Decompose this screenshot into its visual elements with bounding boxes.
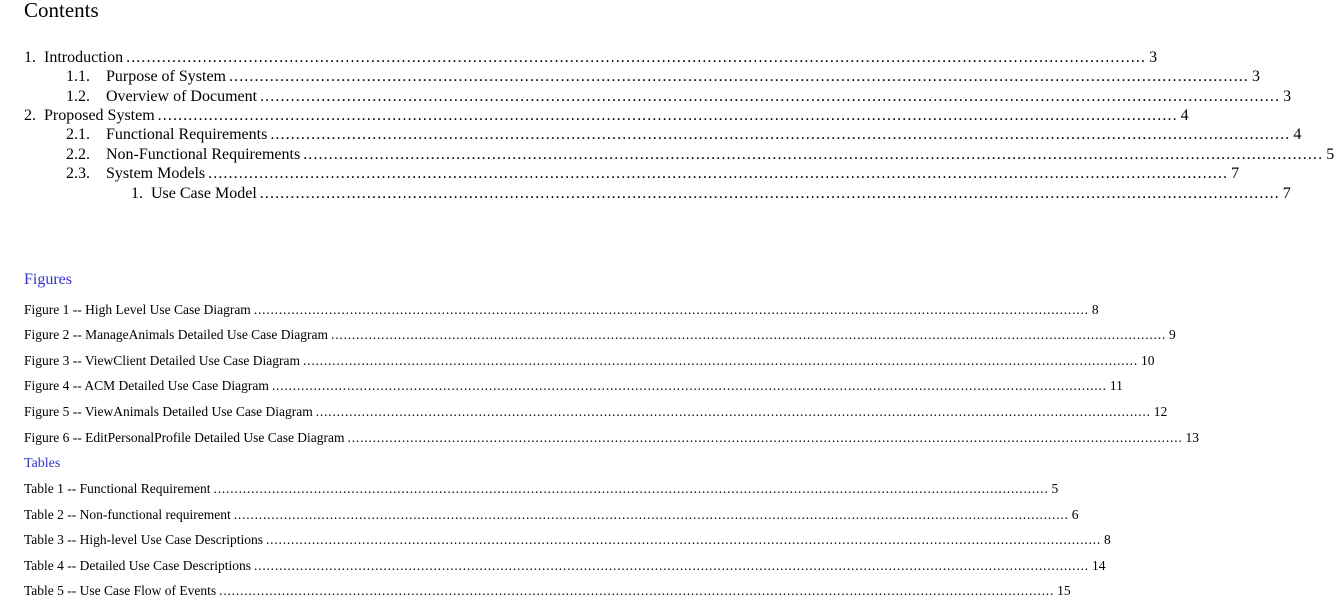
figure-entry[interactable] — [24, 327, 1176, 343]
toc-number: 2.2. — [66, 146, 90, 163]
table-page: 6 — [1071, 507, 1079, 522]
table-entry[interactable] — [24, 583, 1071, 599]
figures-heading: Figures — [24, 271, 72, 288]
leader-dots: ........................................................................................................................................................................................................ — [303, 146, 1324, 163]
toc-title: Functional Requirements — [106, 126, 268, 143]
toc-number: 2.3. — [66, 165, 90, 182]
figure-entry[interactable] — [24, 378, 1123, 394]
table-entry[interactable] — [24, 532, 1111, 548]
table-page: 14 — [1091, 558, 1106, 573]
figure-page: 12 — [1153, 404, 1168, 419]
leader-dots: ........................................................................................................................................................................................................ — [219, 583, 1055, 598]
leader-dots: ........................................................................................................................................................................................................ — [157, 107, 1178, 124]
leader-dots: ........................................................................................................................................................................................................ — [253, 302, 1089, 317]
table-label: Table 3 -- High-level Use Case Descriptions — [24, 532, 263, 547]
figure-page: 9 — [1169, 327, 1176, 342]
figure-page: 10 — [1141, 353, 1155, 368]
figure-label: Figure 3 -- ViewClient Detailed Use Case Diagram — [24, 353, 300, 368]
toc-number: 2. — [24, 107, 36, 124]
table-label: Table 5 -- Use Case Flow of Events — [24, 583, 217, 598]
table-page: 15 — [1057, 583, 1071, 598]
figure-label: Figure 4 -- ACM Detailed Use Case Diagram — [24, 378, 269, 393]
toc-page: 4 — [1293, 126, 1302, 143]
leader-dots: ........................................................................................................................................................................................................ — [315, 404, 1151, 419]
table-page: 5 — [1051, 481, 1059, 496]
leader-dots: ........................................................................................................................................................................................................ — [213, 481, 1049, 496]
toc-title: Introduction — [44, 49, 124, 66]
figure-label: Figure 2 -- ManageAnimals Detailed Use Case Diagram — [24, 327, 329, 342]
leader-dots: ........................................................................................................................................................................................................ — [270, 126, 1291, 143]
toc-page: 7 — [1231, 165, 1240, 182]
figure-page: 13 — [1185, 430, 1200, 445]
toc-number: 2.1. — [66, 126, 90, 143]
toc-number: 1. — [24, 49, 36, 66]
toc-page: 4 — [1180, 107, 1189, 124]
toc-title: Proposed System — [44, 107, 155, 124]
leader-dots: ........................................................................................................................................................................................................ — [347, 430, 1183, 445]
toc-page: 7 — [1282, 185, 1291, 202]
figure-entry[interactable] — [24, 430, 1200, 446]
tables-heading: Tables — [24, 456, 61, 471]
table-label: Table 4 -- Detailed Use Case Descriptions — [24, 558, 251, 573]
toc-number: 1.1. — [66, 68, 90, 85]
table-entry[interactable] — [24, 507, 1079, 523]
toc-title: System Models — [106, 165, 206, 182]
figure-page: 11 — [1109, 378, 1123, 393]
toc-entry-use-case-model[interactable] — [131, 184, 1291, 203]
leader-dots: ........................................................................................................................................................................................................ — [331, 327, 1167, 342]
toc-page: 5 — [1326, 146, 1334, 163]
figure-label: Figure 5 -- ViewAnimals Detailed Use Case Diagram — [24, 404, 313, 419]
leader-dots: ........................................................................................................................................................................................................ — [271, 378, 1107, 393]
leader-dots: ........................................................................................................................................................................................................ — [260, 88, 1281, 105]
toc-entry-proposed-system[interactable] — [24, 106, 1189, 125]
leader-dots: ........................................................................................................................................................................................................ — [208, 165, 1229, 182]
toc-page: 3 — [1252, 68, 1260, 85]
leader-dots: ........................................................................................................................................................................................................ — [266, 532, 1101, 547]
figure-label: Figure 1 -- High Level Use Case Diagram — [24, 302, 251, 317]
figure-page: 8 — [1091, 302, 1099, 317]
toc-page: 3 — [1283, 88, 1292, 105]
toc-title: Purpose of System — [106, 68, 226, 85]
contents-title: Contents — [24, 0, 99, 22]
toc-number: 1. — [131, 185, 143, 202]
leader-dots: ........................................................................................................................................................................................................ — [233, 507, 1069, 522]
table-entry[interactable] — [24, 481, 1059, 497]
table-label: Table 1 -- Functional Requirement — [24, 481, 211, 496]
toc-entry-overview-of-document[interactable] — [66, 87, 1292, 106]
toc-page: 3 — [1149, 49, 1158, 66]
table-label: Table 2 -- Non-functional requirement — [24, 507, 231, 522]
figure-entry[interactable] — [24, 353, 1155, 369]
table-page: 8 — [1104, 532, 1111, 547]
leader-dots: ........................................................................................................................................................................................................ — [303, 353, 1138, 368]
toc-entry-system-models[interactable] — [66, 164, 1240, 183]
figure-entry[interactable] — [24, 302, 1099, 318]
toc-title: Overview of Document — [106, 88, 258, 105]
leader-dots: ........................................................................................................................................................................................................ — [229, 68, 1249, 85]
toc-entry-introduction[interactable] — [24, 48, 1158, 67]
figure-entry[interactable] — [24, 404, 1168, 420]
toc-title: Use Case Model — [151, 185, 257, 202]
figure-label: Figure 6 -- EditPersonalProfile Detailed Use Case Diagram — [24, 430, 345, 445]
table-entry[interactable] — [24, 558, 1106, 574]
toc-title: Non-Functional Requirements — [106, 146, 301, 163]
leader-dots: ........................................................................................................................................................................................................ — [253, 558, 1089, 573]
toc-entry-functional-requirements[interactable] — [66, 125, 1302, 144]
toc-entry-non-functional-requirements[interactable] — [66, 145, 1334, 164]
toc-entry-purpose-of-system[interactable] — [66, 67, 1260, 86]
leader-dots: ........................................................................................................................................................................................................ — [259, 185, 1280, 202]
toc-number: 1.2. — [66, 88, 90, 105]
leader-dots: ........................................................................................................................................................................................................ — [126, 49, 1147, 66]
